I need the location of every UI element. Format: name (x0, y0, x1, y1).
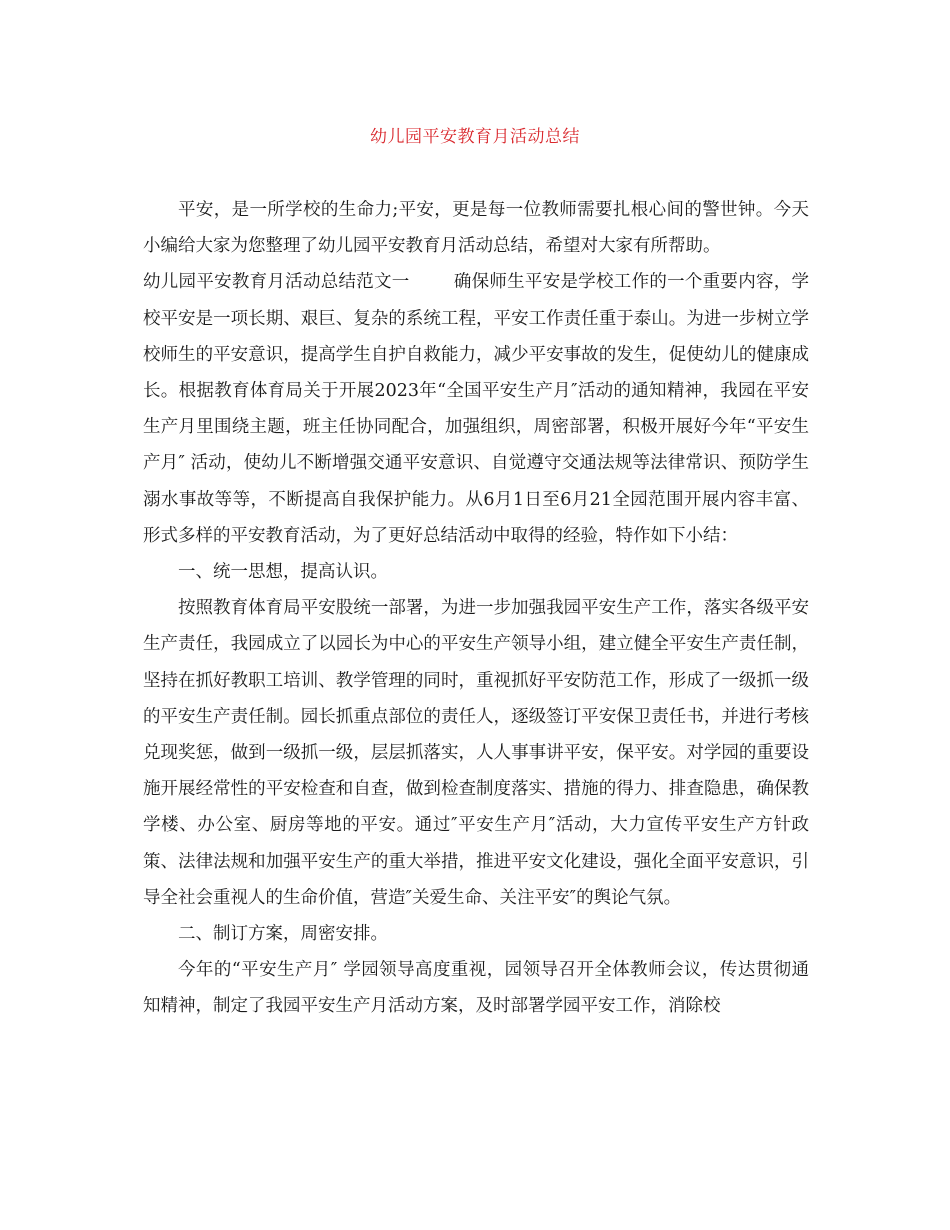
example-body: 确保师生平安是学校工作的一个重要内容，学校平安是一项长期、艰巨、复杂的系统工程，平安工作责任重于泰山。为进一步树立学校师生的平安意识，提高学生自护自救能力，减少平安事故的发生，促使幼儿的健康成长。根据教育体育局关于开展2023年“全国平安生产月″活动的通知精神，我园在平安生产月里围绕主题，班主任协同配合，加强组织，周密部署，积极开展好今年“平安生产月″ 活动，使幼儿不断增强交通平安意识、自觉遵守交通法规等法律常识、预防学生溺水事故等等，不断提高自我保护能力。从6月1日至6月21全园范围开展内容丰富、形式多样的平安教育活动，为了更好总结活动中取得的经验，特作如下小结： (143, 272, 810, 546)
section1-heading: 一、统一思想，提高认识。 (178, 562, 388, 583)
example-heading: 幼儿园平安教育月活动总结范文一 (143, 272, 410, 293)
section2-heading: 二、制订方案，周密安排。 (178, 924, 388, 945)
section1-paragraph: 按照教育体育局平安股统一部署，为进一步加强我园平安生产工作，落实各级平安生产责任，我园成立了以园长为中心的平安生产领导小组，建立健全平安生产责任制，坚持在抓好教职工培训、教学管理的同时，重视抓好平安防范工作，形成了一级抓一级的平安生产责任制。园长抓重点部位的责任人，逐级签订平安保卫责任书，并进行考核兑现奖惩，做到一级抓一级，层层抓落实，人人事事讲平安，保平安。对学园的重要设施开展经常性的平安检查和自查，做到检查制度落实、措施的得力、排查隐患，确保教学楼、办公室、厨房等地的平安。通过″平安生产月″活动，大力宣传平安生产方针政策、法律法规和加强平安生产的重大举措，推进平安文化建设，强化全面平安意识，引导全社会重视人的生命价值，营造″关爱生命、关注平安″的舆论气氛。 (143, 598, 809, 908)
document-body (143, 192, 809, 1025)
first-example-paragraph (143, 264, 809, 554)
section2-paragraph: 今年的“平安生产月″ 学园领导高度重视，园领导召开全体教师会议，传达贯彻通知精神，制定了我园平安生产月活动方案，及时部署学园平安工作，消除校 (143, 960, 809, 1017)
document-title: 幼儿园平安教育月活动总结 (370, 127, 580, 147)
intro-paragraph: 平安，是一所学校的生命力;平安，更是每一位教师需要扎根心间的警世钟。今天小编给大家为您整理了幼儿园平安教育月活动总结，希望对大家有所帮助。 (143, 200, 809, 257)
